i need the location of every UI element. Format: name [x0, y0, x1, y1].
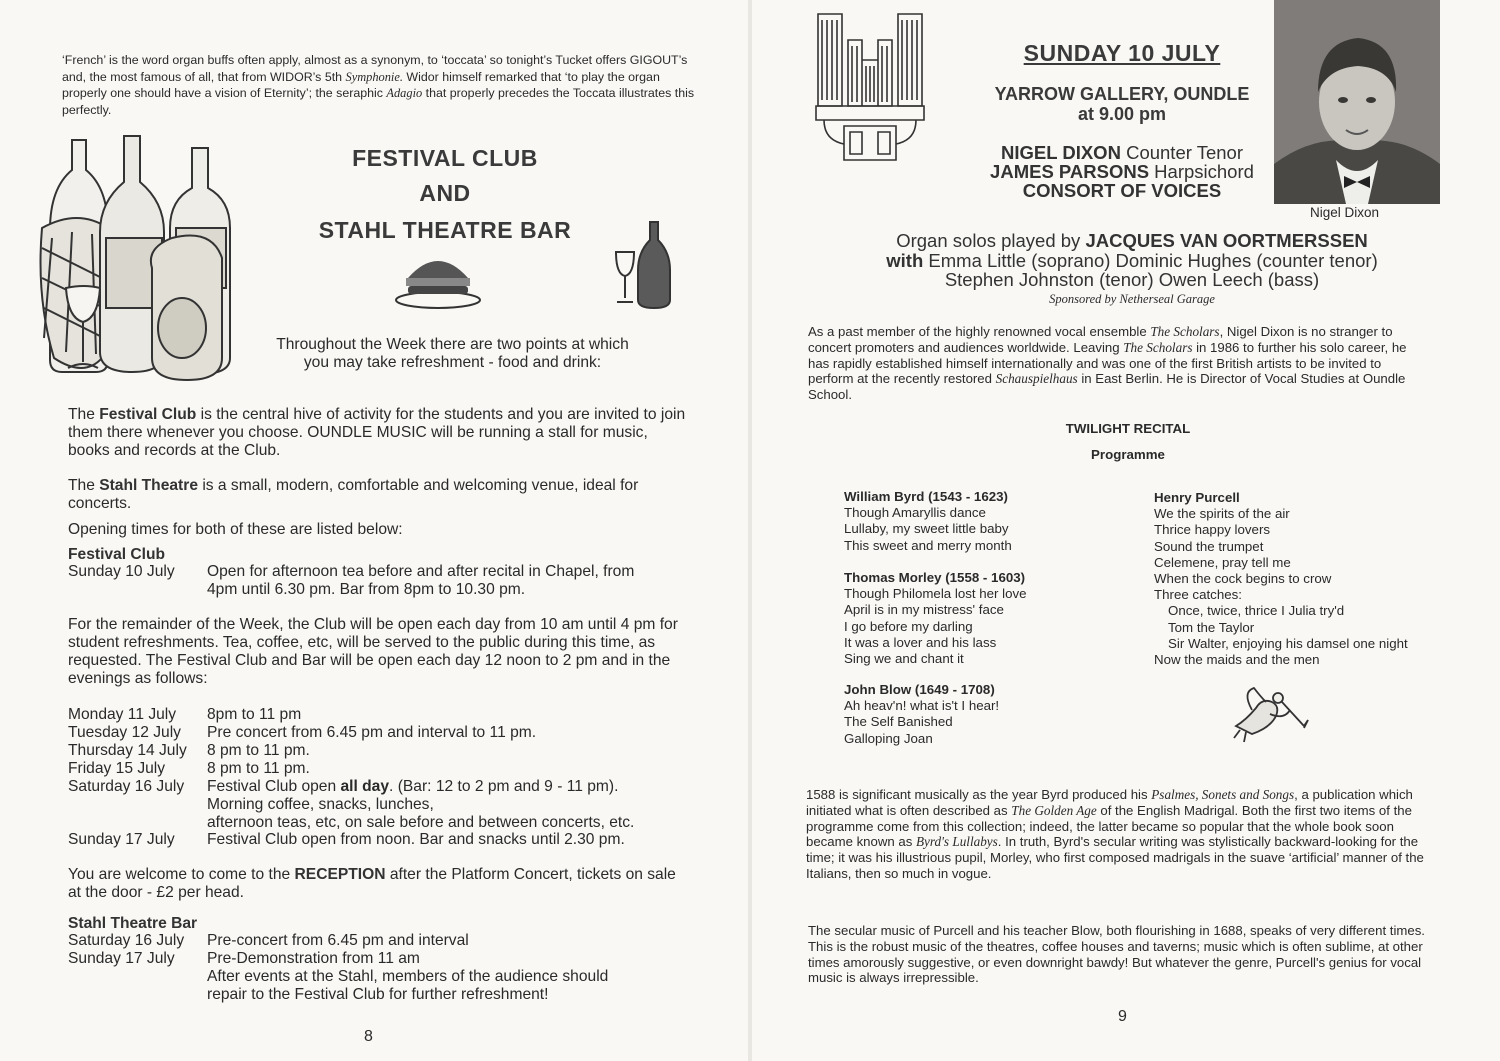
refresh-text: Throughout the Week there are two points at which you may take refreshment - food and drink:	[276, 336, 629, 371]
list-item: It was a lover and his lass	[844, 634, 997, 650]
concert-date: SUNDAY 10 JULY	[1023, 40, 1221, 66]
list-item: When the cock begins to crow	[1154, 571, 1332, 587]
list-item: Once, twice, thrice I Julia try'd	[1168, 603, 1345, 619]
glass-and-bottle-icon	[610, 218, 680, 310]
list-item: Though Amaryllis dance	[844, 505, 986, 521]
list-item: I go before my darling	[844, 618, 973, 634]
list-item: The Self Banished	[844, 714, 953, 730]
photo-caption: Nigel Dixon	[1310, 205, 1380, 220]
programme-heading: Programme	[1091, 447, 1165, 462]
purcell-block: Henry Purcell We the spirits of the air Thrice happy lovers Sound the trumpet Celemene, pray tell me When the cock begins to crow Three catches: Once, twice, thrice I Julia try'd Tom the Taylor Sir Walter, enjoying his damsel one night Now the maids and the men	[1154, 490, 1408, 668]
byrd-block: William Byrd (1543 - 1623) Though Amaryllis dance Lullaby, my sweet little baby This sweet and merry month	[844, 489, 1012, 553]
festival-title: FESTIVAL CLUB AND STAHL THEATRE BAR	[318, 145, 572, 243]
soloists: Organ solos played by JACQUES VAN OORTMERSSEN with Emma Little (soprano) Dominic Hughes (counter tenor) Stephen Johnston (tenor) Owen Leech (bass)	[886, 230, 1378, 290]
list-item: Galloping Joan	[844, 730, 933, 746]
list-item: Though Philomela lost her love	[844, 586, 1027, 602]
purcell-note: The secular music of Purcell and his teacher Blow, both flourishing in 1688, speaks of very different times. This is the robust music of the theatres, coffee houses and taverns; music which is often sublime, at other times amorously suggestive, or even downright bawdy! But whatever the genre, Purcell's genius for vocal music is always irrepressible.	[808, 923, 1425, 986]
list-item: Ah heav'n! what is't I hear!	[844, 698, 1000, 714]
list-item: Three catches:	[1154, 587, 1242, 603]
list-item: This sweet and merry month	[844, 537, 1012, 553]
list-item: We the spirits of the air	[1154, 506, 1290, 522]
bottles-illustration	[32, 128, 242, 390]
list-item: Sir Walter, enjoying his damsel one night	[1168, 635, 1408, 651]
morley-block: Thomas Morley (1558 - 1603) Though Philomela lost her love April is in my mistress' face I go before my darling It was a lover and his lass Sing we and chant it	[844, 570, 1027, 667]
stahl-theatre-paragraph: The Stahl Theatre is a small, modern, comfortable and welcoming venue, ideal for concerts.	[68, 477, 639, 512]
page-number: 9	[1118, 1008, 1127, 1025]
nigel-dixon-photo	[1274, 0, 1440, 204]
angel-trumpet-icon	[1230, 684, 1312, 746]
list-item: Thrice happy lovers	[1154, 522, 1271, 538]
byrd-note: 1588 is significant musically as the year Byrd produced his Psalmes, Sonets and Songs, a publication which initiated what is often described as The Golden Age of the English Madrigal. Both the first two items of the programme come from this collection; indeed, the latter became so popular that the whole book soon became known as Byrd's Lullabys. In truth, Byrd's secular writing was stylistically backward-looking for the time; it was his illustrious pupil, Morley, who first composed madrigals in the suave ‘artificial’ manner of the Italians, then so much in vogue.	[806, 787, 1424, 881]
burger-icon	[392, 248, 484, 310]
sponsor-line: Sponsored by Netherseal Garage	[1049, 292, 1215, 306]
festival-club-heading: Festival Club	[68, 546, 166, 563]
list-item: Tom the Taylor	[1168, 619, 1255, 635]
right-page	[752, 0, 1500, 1061]
list-item: Sing we and chant it	[844, 651, 964, 667]
left-page: ‘French’ is the word organ buffs often apply, almost as a synonym, to ‘toccata’ so tonight’s Tucket offers GIGOUT’s and, the most famous of all, that from WIDOR’s 5th Symphonie. Widor himself remarked that ‘to play the organ properly one should have a vision of Eternity’; the seraphic Adagio that properly precedes the Toccata illustrates this perfectly. FESTIVAL CLUB AND STAHL THEATRE BAR Throughout the Week there are two points at which you may take refreshment - food and drink: The Festival Club is the central hive of activity for the students and you are invited to join them there whenever you choose. OUNDLE MUSIC will be running a stall for music, books and records at the Club. The Stahl Theatre is a small, modern, comfortable and welcoming venue, ideal for concerts. Opening times for both of these are listed below: Festival Club Sunday 10 July Open for afternoon tea before and after recital in Chapel, from 4pm until 6.30 pm. Bar from 8pm to 10.30 pm. For the remainder of the Week, the Club will be open each day from 10 am until 4 pm for student refreshments. Tea, coffee, etc, will be served to the public during this time, as requested. The Festival Club and Bar will be open each day 12 noon to 2 pm and in the evenings as follows: Monday 11 July 8pm to 11 pm Tuesday 12 July Pre concert from 6.45 pm and interval to 11 pm. Thursday 14 July 8 pm to 11 pm. Friday 15 July 8 pm to 11 pm. Saturday 16 July Festival Club open all day. (Bar: 12 to 2 pm and 9 - 11 pm). Morning coffee, snacks, lunches, afternoon teas, etc, on sale before and between concerts, etc. Sunday 17 July Festival Club open from noon. Bar and snacks until 2.30 pm. You are welcome to come to the RECEPTION after the Platform Concert, tickets on sale at the door - £2 per head. Stahl Theatre Bar Saturday 16 July Pre-concert from 6.45 pm and interval Sunday 17 July Pre-Demonstration from 11 am After events at the Stahl, members of the audience should repair to the Festival Club for further refreshment! 8	[0, 0, 748, 1061]
festival-club-paragraph: The Festival Club is the central hive of activity for the students and you are invited to join them there whenever you choose. OUNDLE MUSIC will be running a stall for music, books and records at the Club.	[68, 406, 686, 459]
reception-paragraph: You are welcome to come to the RECEPTION after the Platform Concert, tickets on sale at the door - £2 per head.	[68, 866, 676, 901]
list-item: Lullaby, my sweet little baby	[844, 521, 1009, 537]
venue: YARROW GALLERY, OUNDLE at 9.00 pm	[994, 84, 1250, 124]
recital-title: TWILIGHT RECITAL	[1065, 421, 1191, 436]
opening-times-text: Opening times for both of these are listed below:	[68, 521, 403, 538]
blow-block: John Blow (1649 - 1708) Ah heav'n! what is't I hear! The Self Banished Galloping Joan	[844, 682, 1000, 746]
list-item: Sound the trumpet	[1154, 538, 1264, 554]
remainder-paragraph: For the remainder of the Week, the Club will be open each day from 10 am until 4 pm for student refreshments. Tea, coffee, etc, will be served to the public during this time, as requested. The Festival Club and Bar will be open each day 12 noon to 2 pm and in the evenings as follows:	[68, 616, 678, 687]
page-number: 8	[364, 1028, 373, 1045]
stahl-bar-heading: Stahl Theatre Bar	[68, 915, 198, 932]
intro-paragraph: ‘French’ is the word organ buffs often apply, almost as a synonym, to ‘toccata’ so tonight’s Tucket offers GIGOUT’s and, the most famous of all, that from WIDOR’s 5th Symphonie. Widor himself remarked that ‘to play the organ properly one should have a vision of Eternity’; the seraphic Adagio that properly precedes the Toccata illustrates this perfectly.	[62, 53, 695, 117]
list-item: Now the maids and the men	[1154, 652, 1320, 668]
list-item: Celemene, pray tell me	[1154, 554, 1291, 570]
biography: As a past member of the highly renowned vocal ensemble The Scholars, Nigel Dixon is no stranger to concert promoters and audiences worldwide. Leaving The Scholars in 1986 to further his solo career, he has rapidly established himself internationally and was one of the first British artists to be invited to perform at the recently restored Schauspielhaus in East Berlin. He is Director of Vocal Studies at Oundle School.	[808, 324, 1407, 403]
performers: NIGEL DIXON Counter Tenor JAMES PARSONS Harpsichord CONSORT OF VOICES	[990, 142, 1254, 201]
organ-illustration	[814, 10, 926, 162]
list-item: April is in my mistress' face	[844, 602, 1004, 618]
